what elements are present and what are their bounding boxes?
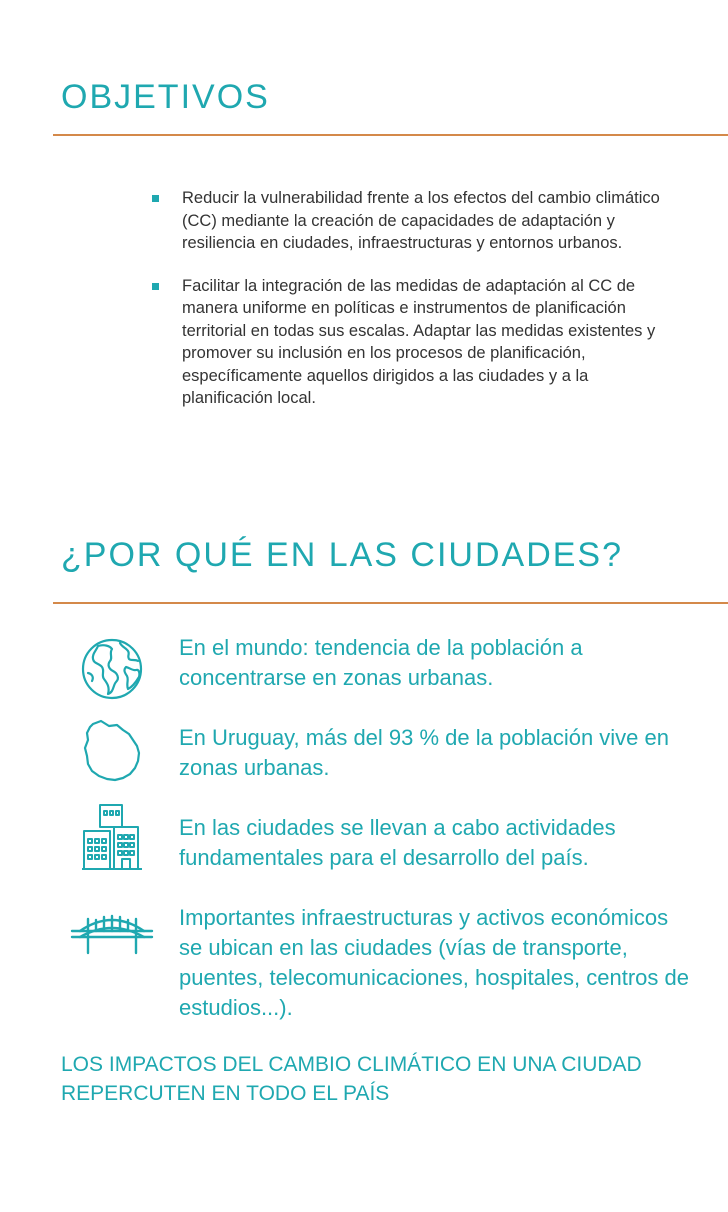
reason-text: En las ciudades se llevan a cabo actividades fundamentales para el desarrollo del país. [179,815,616,870]
section-divider [53,134,728,136]
reason-text: En el mundo: tendencia de la población a concentrarse en zonas urbanas. [179,635,583,690]
bridge-icon [68,911,156,955]
square-bullet-icon [152,195,159,202]
conclusion-statement: LOS IMPACTOS DEL CAMBIO CLIMÁTICO EN UNA CIUDAD REPERCUTEN EN TODO EL PAÍS [61,1053,642,1105]
why-cities-title: ¿POR QUÉ EN LAS CIUDADES? [61,536,624,574]
square-bullet-icon [152,283,159,290]
objectives-title: OBJETIVOS [61,78,270,116]
objective-text: Reducir la vulnerabilidad frente a los efectos del cambio climático (CC) mediante la creación de capacidades de adaptación y resiliencia en ciudades, infraestructuras y entornos urbanos. [182,189,660,252]
objectives-list [152,187,672,430]
list-item [152,187,672,255]
uruguay-map-icon [68,718,156,784]
objective-text: Facilitar la integración de las medidas de adaptación al CC de manera uniforme en políticas e instrumentos de planificación territorial en todas sus escalas. Adaptar las medidas existentes y promover su inclusión en los procesos de planificación, específicamente aquellos dirigidos a las ciudades y a la planificación local. [182,276,656,407]
reason-text: En Uruguay, más del 93 % de la población vive en zonas urbanas. [179,725,669,780]
list-item [152,275,672,410]
reason-text: Importantes infraestructuras y activos económicos se ubican en las ciudades (vías de transporte, puentes, telecomunicaciones, hospitales, centros de estudios...). [179,905,689,1020]
section-divider [53,602,728,604]
buildings-icon [68,803,156,871]
globe-icon [68,637,156,701]
